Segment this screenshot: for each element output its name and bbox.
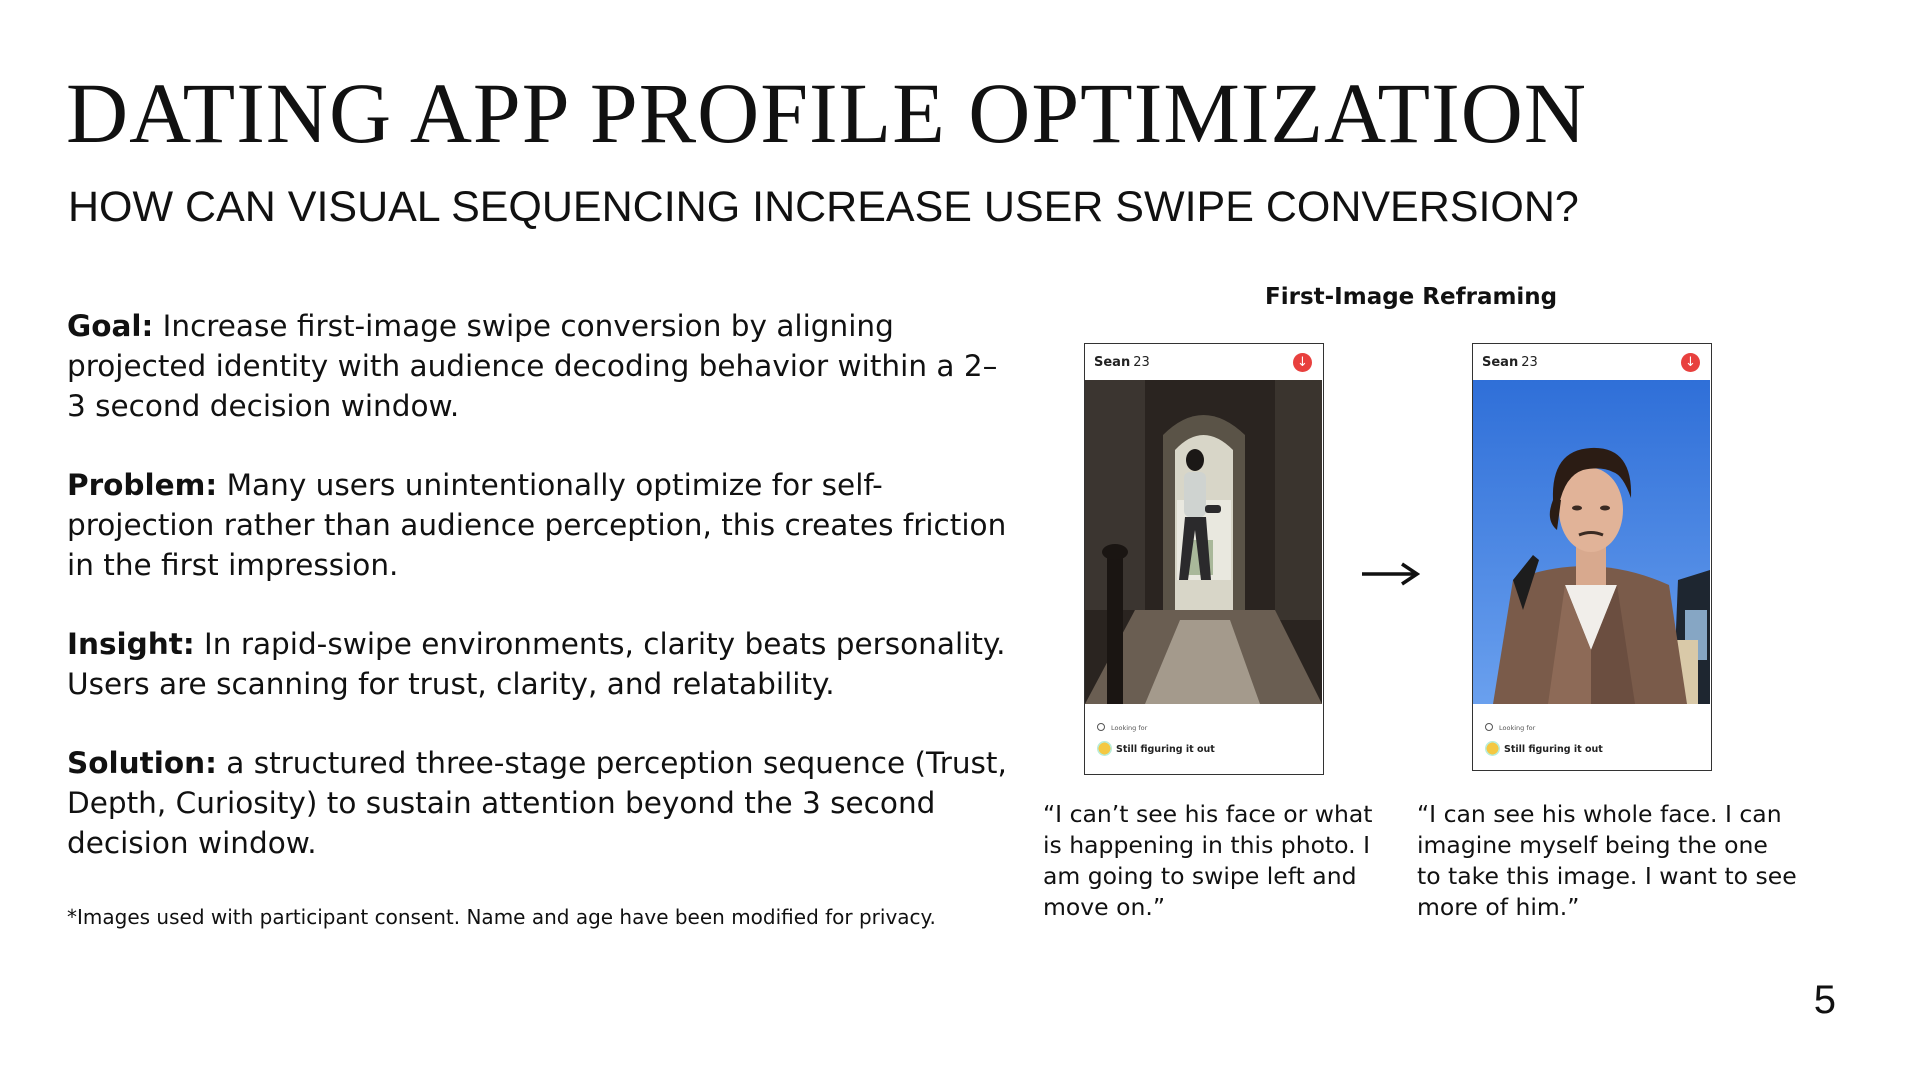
footnote: *Images used with participant consent. Name and age have been modified for privacy. bbox=[67, 905, 936, 929]
figure-title: First-Image Reframing bbox=[1265, 284, 1558, 310]
profile-card-after bbox=[1472, 343, 1712, 771]
quote-before: “I can’t see his face or what is happening in this photo. I am going to swipe left and move on.” bbox=[1043, 800, 1373, 921]
profile-name: Sean 23 bbox=[1094, 355, 1150, 370]
insight-label: Insight: bbox=[67, 627, 195, 661]
goal-paragraph bbox=[67, 306, 1007, 426]
arrow-right-icon bbox=[1362, 559, 1420, 589]
profile-age: 23 bbox=[1521, 355, 1538, 370]
body-text bbox=[67, 306, 1007, 902]
status-row: Still figuring it out bbox=[1097, 742, 1215, 757]
solution-text: a structured three-stage perception sequence (Trust, Depth, Curiosity) to sustain attention beyond the 3 second decision window. bbox=[67, 746, 1007, 860]
slide-subtitle: HOW CAN VISUAL SEQUENCING INCREASE USER SWIPE CONVERSION? bbox=[68, 183, 1579, 231]
arrow-down-icon: ↓ bbox=[1293, 353, 1312, 372]
status-row: Still figuring it out bbox=[1485, 742, 1603, 757]
page-number: 5 bbox=[1813, 978, 1836, 1022]
solution-paragraph bbox=[67, 743, 1007, 863]
profile-card-before bbox=[1084, 343, 1324, 775]
goal-label: Goal: bbox=[67, 309, 154, 343]
goal-text: Increase first-image swipe conversion by aligning projected identity with audience decoding behavior within a 2–3 second decision window. bbox=[67, 309, 998, 423]
photo-hallway-silhouette bbox=[1085, 380, 1322, 704]
insight-text: In rapid-swipe environments, clarity beats personality. Users are scanning for trust, clarity, and relatability. bbox=[67, 627, 1006, 701]
search-icon bbox=[1485, 723, 1493, 731]
solution-label: Solution: bbox=[67, 746, 217, 780]
search-icon bbox=[1097, 723, 1105, 731]
profile-name: Sean 23 bbox=[1482, 355, 1538, 370]
thinking-face-icon bbox=[1485, 741, 1500, 756]
profile-photo-before bbox=[1085, 380, 1323, 704]
photo-portrait-blue-sky bbox=[1473, 380, 1710, 704]
problem-paragraph bbox=[67, 465, 1007, 585]
looking-for-row: Looking for bbox=[1097, 724, 1147, 732]
problem-label: Problem: bbox=[67, 468, 218, 502]
profile-footer bbox=[1085, 704, 1323, 774]
profile-photo-after bbox=[1473, 380, 1711, 704]
problem-text: Many users unintentionally optimize for self-projection rather than audience perception, this creates friction in the first impression. bbox=[67, 468, 1007, 582]
slide-title: DATING APP PROFILE OPTIMIZATION bbox=[66, 65, 1587, 161]
profile-header bbox=[1085, 344, 1323, 380]
profile-header bbox=[1473, 344, 1711, 380]
profile-age: 23 bbox=[1133, 355, 1150, 370]
looking-for-row: Looking for bbox=[1485, 724, 1535, 732]
insight-paragraph bbox=[67, 624, 1007, 704]
arrow-down-icon: ↓ bbox=[1681, 353, 1700, 372]
thinking-face-icon bbox=[1097, 741, 1112, 756]
profile-footer bbox=[1473, 704, 1711, 770]
quote-after: “I can see his whole face. I can imagine myself being the one to take this image. I want to see more of him.” bbox=[1417, 800, 1797, 921]
